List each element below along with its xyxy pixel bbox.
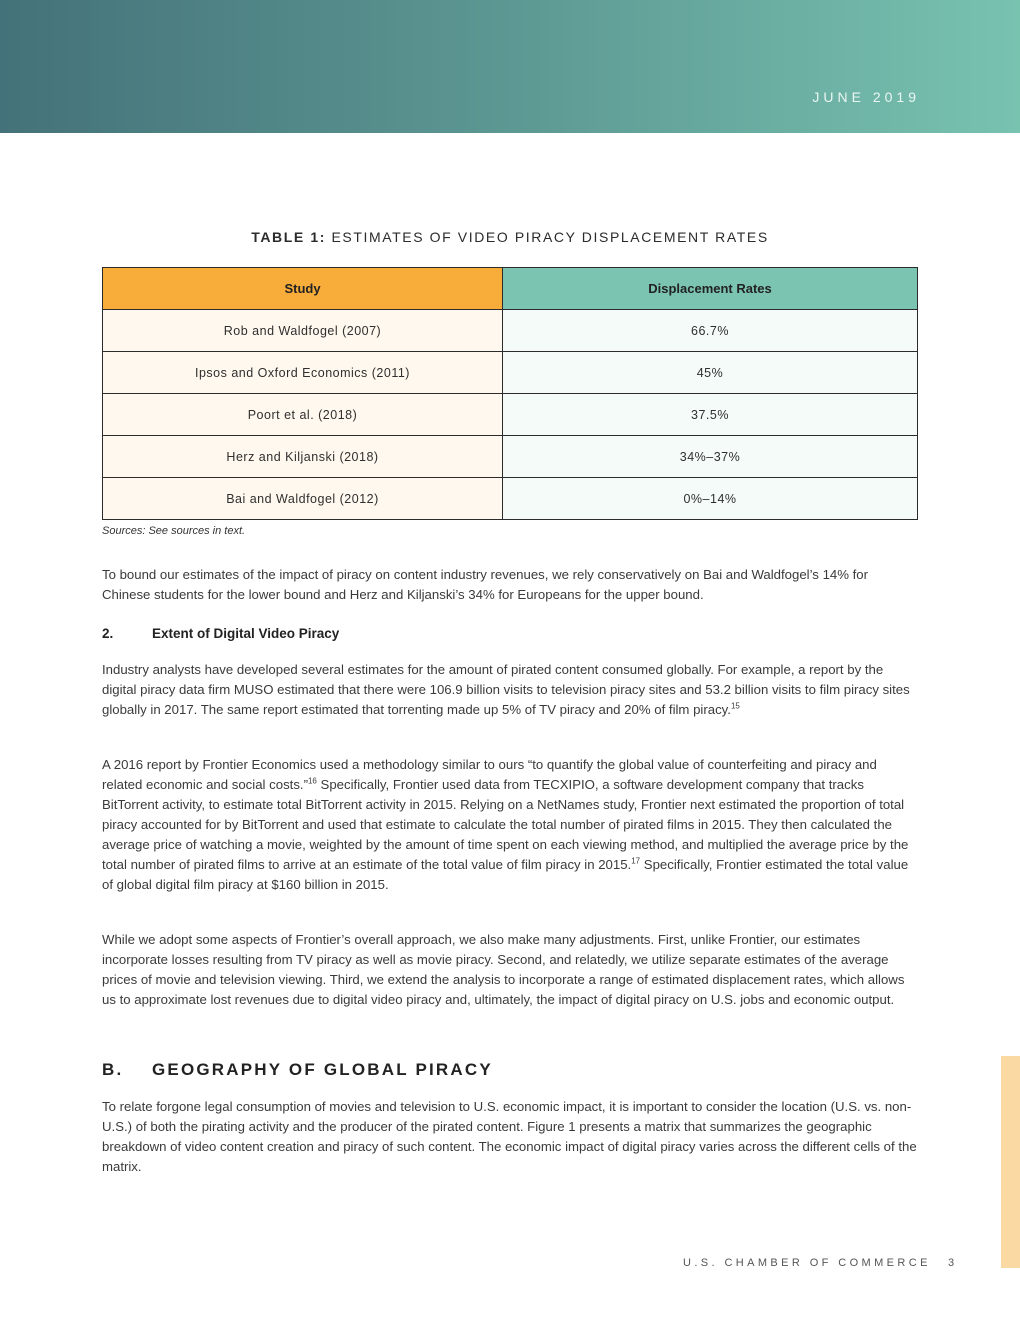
study-cell: Herz and Kiljanski (2018)	[103, 436, 503, 478]
paragraph-geography: To relate forgone legal consumption of movies and television to U.S. economic impact, it is important to consider the location (U.S. vs. non-U.S.) of both the pirating activity and the producer of the pirated content. Figure 1 presents a matrix that summarizes the geographic breakdown of video content creation and piracy of such content. The economic impact of digital piracy varies across the different cells of the matrix.	[102, 1099, 917, 1174]
table-label: TABLE 1:	[251, 229, 326, 245]
paragraph-text: Specifically, Frontier estimated the total value of global digital film piracy at $160 billion in 2015.	[102, 857, 909, 892]
table-row	[103, 436, 918, 478]
column-header-study: Study	[103, 268, 503, 310]
rate-cell: 37.5%	[503, 394, 918, 436]
paragraph-text: A 2016 report by Frontier Economics used a methodology similar to ours “to quantify the global value of counterfeiting and piracy and related economic and social costs.”	[102, 757, 877, 792]
page-number: 3	[948, 1257, 955, 1269]
rate-cell: 0%–14%	[503, 478, 918, 520]
paragraph-bounds: To bound our estimates of the impact of piracy on content industry revenues, we rely conservatively on Bai and Waldfogel’s 14% for Chinese students for the lower bound and Herz and Kiljanski’s 34% for Europeans for the upper bound.	[102, 567, 869, 602]
footnote-ref[interactable]: 16	[307, 776, 317, 786]
study-cell: Bai and Waldfogel (2012)	[103, 478, 503, 520]
table-header-row	[103, 268, 918, 310]
subsection-number: 2.	[102, 626, 114, 641]
rate-cell: 34%–37%	[503, 436, 918, 478]
footnote-ref[interactable]: 15	[730, 701, 740, 711]
table-row	[103, 352, 918, 394]
paragraph-text: Specifically, Frontier used data from TECXIPIO, a software development company that tracks BitTorrent activity, to estimate total BitTorrent activity in 2015. Relying on a NetNames study, Frontier next estimated the proportion of total piracy accounted for by BitTorrent and used that estimate to calculate the total number of pirated films in 2015. They then calculated the average price of watching a movie, weighted by the amount of time spent on each viewing method, and multiplied the average price by the total number of pirated films to arrive at an estimate of the total value of film piracy in 2015.	[102, 777, 909, 872]
rate-cell: 66.7%	[503, 310, 918, 352]
displacement-rates-table	[102, 267, 918, 520]
section-number: B.	[102, 1060, 124, 1079]
report-date: JUNE 2019	[812, 89, 920, 105]
table-row	[103, 310, 918, 352]
study-cell: Rob and Waldfogel (2007)	[103, 310, 503, 352]
study-cell: Poort et al. (2018)	[103, 394, 503, 436]
section-title: GEOGRAPHY OF GLOBAL PIRACY	[152, 1060, 493, 1079]
table-sources-note: Sources: See sources in text.	[102, 525, 246, 537]
column-header-rate: Displacement Rates	[503, 268, 918, 310]
section-heading	[102, 1060, 493, 1080]
paragraph-industry-estimates	[102, 660, 920, 720]
table-row	[103, 394, 918, 436]
rate-cell: 45%	[503, 352, 918, 394]
subsection-heading	[102, 626, 339, 641]
table-title-text: ESTIMATES OF VIDEO PIRACY DISPLACEMENT RATES	[331, 229, 769, 245]
footer-org: U.S. CHAMBER OF COMMERCE	[683, 1257, 931, 1269]
footnote-ref[interactable]: 17	[631, 856, 641, 866]
page-footer	[683, 1257, 955, 1269]
paragraph-frontier-report	[102, 755, 920, 895]
side-accent-bar	[1001, 1056, 1020, 1268]
table-title	[102, 229, 918, 245]
paragraph-adjustments: While we adopt some aspects of Frontier’s overall approach, we also make many adjustments. First, unlike Frontier, our estimates incorporate losses resulting from TV piracy as well as movie piracy. Second, and relatedly, we utilize separate estimates of the average prices of movie and television viewing. Third, we extend the analysis to incorporate a range of estimated displacement rates, which allows us to approximate lost revenues due to digital video piracy and, ultimately, the impact of digital piracy on U.S. jobs and economic output.	[102, 932, 905, 1007]
study-cell: Ipsos and Oxford Economics (2011)	[103, 352, 503, 394]
paragraph-text: Industry analysts have developed several estimates for the amount of pirated content consumed globally. For example, a report by the digital piracy data firm MUSO estimated that there were 106.9 billion visits to television piracy sites and 53.2 billion visits to film piracy sites globally in 2017. The same report estimated that torrenting made up 5% of TV piracy and 20% of film piracy.	[102, 662, 910, 717]
header-banner	[0, 0, 1020, 133]
table-row	[103, 478, 918, 520]
subsection-title: Extent of Digital Video Piracy	[152, 626, 340, 641]
